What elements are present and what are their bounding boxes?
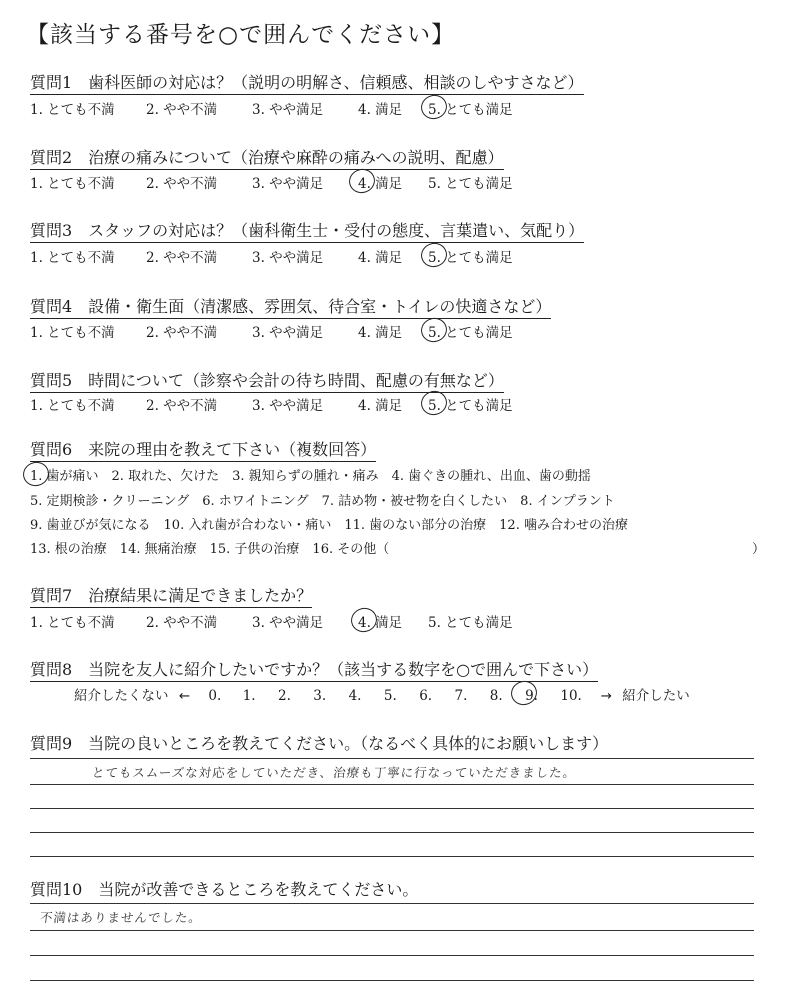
page-title: 【該当する番号を○で囲んでください】 <box>26 22 456 48</box>
question-10-heading: 質問10 当院が改善できるところを教えてください。 <box>30 880 419 899</box>
q10-answer-line-1 <box>30 903 754 904</box>
q6-options-line-4[interactable]: 13. 根の治療 14. 無痛治療 15. 子供の治療 16. その他（ <box>30 542 390 557</box>
q5-option-3[interactable]: 3. やや満足 <box>252 398 324 414</box>
q9-answer-line-4 <box>30 832 754 833</box>
q4-option-3[interactable]: 3. やや満足 <box>252 325 324 341</box>
question-3-heading: 質問3 スタッフの対応は？（歯科衛生士・受付の態度、言葉遣い、気配り） <box>30 218 584 243</box>
q9-answer-line-2 <box>30 784 754 785</box>
question-9-heading: 質問9 当院の良いところを教えてください。（なるべく具体的にお願いします） <box>30 734 609 753</box>
q3-option-2[interactable]: 2. やや不満 <box>146 250 218 266</box>
q8-right-label: 紹介したい <box>622 688 690 704</box>
q8-scale-9[interactable]: 9. <box>525 688 538 704</box>
arrow-right-icon: → <box>600 688 612 704</box>
q8-scale-5[interactable]: 5. <box>383 688 397 704</box>
q1-option-2[interactable]: 2. やや不満 <box>146 102 218 118</box>
q4-option-2[interactable]: 2. やや不満 <box>146 325 218 341</box>
selection-circle-q6 <box>20 459 51 489</box>
q6-options-line-2[interactable]: 5. 定期検診・クリーニング 6. ホワイトニング 7. 詰め物・被せ物を白くしたい 8. インプラント <box>30 494 615 509</box>
q1-option-4[interactable]: 4. 満足 <box>358 102 403 118</box>
q8-scale-7[interactable]: 7. <box>454 688 468 704</box>
q9-handwritten-answer[interactable]: とてもスムーズな対応をしていただき、治療も丁寧に行なっていただきました。 <box>91 765 578 780</box>
q10-answer-line-4 <box>30 980 754 981</box>
q9-answer-line-5 <box>30 856 754 857</box>
q7-option-2[interactable]: 2. やや不満 <box>146 615 218 631</box>
q8-scale-2[interactable]: 2. <box>278 688 291 704</box>
q8-scale-1[interactable]: 1. <box>242 688 256 704</box>
q8-left-label: 紹介したくない <box>74 688 169 704</box>
q4-option-5[interactable]: 5. とても満足 <box>428 325 513 341</box>
q7-option-4[interactable]: 4. 満足 <box>358 615 403 631</box>
q4-option-4[interactable]: 4. 満足 <box>358 325 403 341</box>
q7-option-5[interactable]: 5. とても満足 <box>428 615 513 631</box>
question-2-heading: 質問2 治療の痛みについて（治療や麻酔の痛みへの説明、配慮） <box>30 145 504 170</box>
question-5-heading: 質問5 時間について（診察や会計の待ち時間、配慮の有無など） <box>30 368 504 393</box>
q6-options-line-3[interactable]: 9. 歯並びが気になる 10. 入れ歯が合わない・痛い 11. 歯のない部分の治療 12. 噛み合わせの治療 <box>30 518 628 533</box>
q3-option-1[interactable]: 1. とても不満 <box>30 250 115 266</box>
question-1-heading: 質問1 歯科医師の対応は？（説明の明解さ、信頼感、相談のしやすさなど） <box>30 70 584 95</box>
q2-option-2[interactable]: 2. やや不満 <box>146 176 218 192</box>
q8-scale-6[interactable]: 6. <box>419 688 433 704</box>
q2-option-1[interactable]: 1. とても不満 <box>30 176 115 192</box>
q3-option-5[interactable]: 5. とても満足 <box>428 250 513 266</box>
q3-option-4[interactable]: 4. 満足 <box>358 250 403 266</box>
q8-scale-10[interactable]: 10. <box>560 688 582 704</box>
question-7-heading: 質問7 治療結果に満足できましたか？ <box>30 583 312 608</box>
q7-option-1[interactable]: 1. とても不満 <box>30 615 115 631</box>
q9-answer-line-3 <box>30 808 754 809</box>
q8-scale-4[interactable]: 4. <box>348 688 362 704</box>
q2-option-3[interactable]: 3. やや満足 <box>252 176 324 192</box>
q8-scale-8[interactable]: 8. <box>489 688 503 704</box>
q10-handwritten-answer[interactable]: 不満はありませんでした。 <box>39 910 203 925</box>
arrow-left-icon: ← <box>178 688 191 704</box>
q4-option-1[interactable]: 1. とても不満 <box>30 325 115 341</box>
q1-option-5[interactable]: 5. とても満足 <box>428 102 513 118</box>
q8-scale-0[interactable]: 0. <box>208 688 222 704</box>
question-6-heading: 質問6 来院の理由を教えて下さい（複数回答） <box>30 437 376 462</box>
q5-option-1[interactable]: 1. とても不満 <box>30 398 115 414</box>
q5-option-2[interactable]: 2. やや不満 <box>146 398 218 414</box>
q1-option-3[interactable]: 3. やや満足 <box>252 102 324 118</box>
q10-answer-line-3 <box>30 955 754 956</box>
q2-option-5[interactable]: 5. とても満足 <box>428 176 513 192</box>
question-4-heading: 質問4 設備・衛生面（清潔感、雰囲気、待合室・トイレの快適さなど） <box>30 294 551 319</box>
q6-other-close-paren: ） <box>752 542 766 557</box>
q2-option-4[interactable]: 4. 満足 <box>358 176 403 192</box>
question-8-heading: 質問8 当院を友人に紹介したいですか？（該当する数字を○で囲んで下さい） <box>30 657 598 682</box>
q9-answer-line-1 <box>30 758 754 759</box>
q1-option-1[interactable]: 1. とても不満 <box>30 102 115 118</box>
q8-scale-3[interactable]: 3. <box>313 688 327 704</box>
q8-scale-row <box>74 684 690 704</box>
q6-options-line-1[interactable]: 1. 歯が痛い 2. 取れた、欠けた 3. 親知らずの腫れ・痛み 4. 歯ぐきの腫れ、出血、歯の動揺 <box>30 469 591 484</box>
q10-answer-line-2 <box>30 930 754 931</box>
q5-option-4[interactable]: 4. 満足 <box>358 398 403 414</box>
q5-option-5[interactable]: 5. とても満足 <box>428 398 513 414</box>
q7-option-3[interactable]: 3. やや満足 <box>252 615 324 631</box>
q3-option-3[interactable]: 3. やや満足 <box>252 250 324 266</box>
